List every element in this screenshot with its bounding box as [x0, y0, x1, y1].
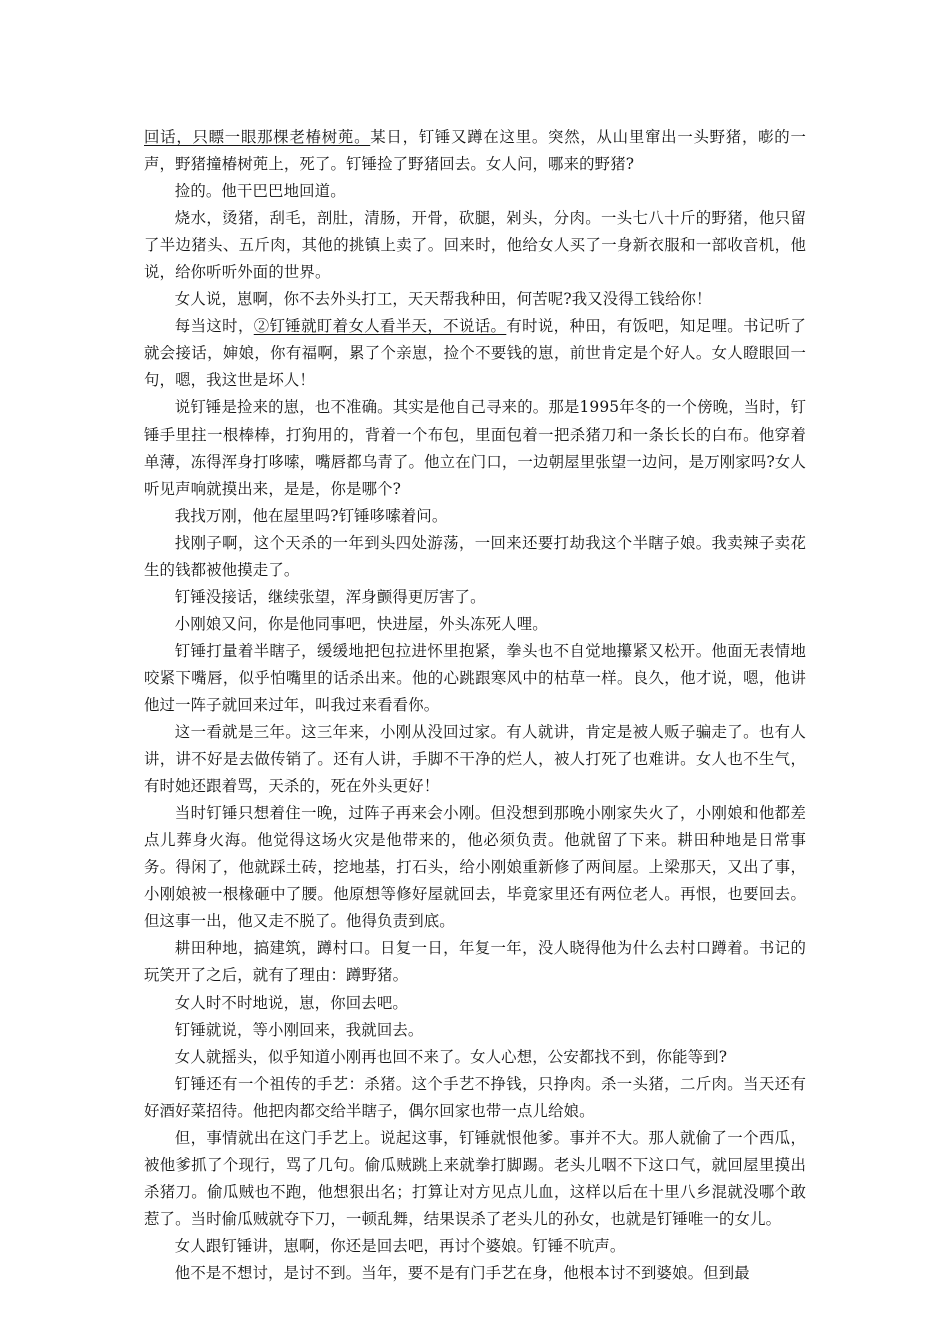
underlined-sentence-1: 回话，只瞟一眼那棵老椿树蔸。 [144, 128, 371, 146]
paragraph-5 [144, 313, 806, 394]
paragraph-19: 但，事情就出在这门手艺上。说起这事，钉锤就恨他爹。事并不大。那人就偷了一个西瓜，被他爹抓了个现行，骂了几句。偷瓜贼跳上来就拳打脚踢。老头儿咽不下这口气，就回屋里摸出杀猪刀。偷瓜贼也不跑，他想狠出名；打算让对方见点儿血，这样以后在十里八乡混就没哪个敢惹了。当时偷瓜贼就夺下刀，一顿乱舞，结果误杀了老头儿的孙女，也就是钉锤唯一的女儿。 [144, 1128, 806, 1228]
paragraph-15: 女人时不时地说，崽，你回去吧。 [174, 993, 408, 1012]
story-text [144, 124, 806, 1287]
paragraph-10: 小刚娘又问，你是他同事吧，快进屋，外头冻死人哩。 [174, 614, 548, 633]
paragraph-8: 找刚子啊，这个天杀的一年到头四处游荡，一回来还要打劫我这个半瞎子娘。我卖辣子卖花生的钱都被他摸走了。 [144, 533, 806, 579]
paragraph-2: 捡的。他干巴巴地回道。 [174, 182, 346, 201]
paragraph-9: 钉锤没接话，继续张望，浑身颤得更厉害了。 [174, 587, 486, 606]
paragraph-20: 女人跟钉锤讲，崽啊，你还是回去吧，再讨个婆娘。钉锤不吭声。 [174, 1236, 626, 1255]
paragraph-17: 女人就摇头，似乎知道小刚再也回不来了。女人心想，公安都找不到，你能等到? [174, 1047, 728, 1066]
paragraph-14: 耕田种地，搞建筑，蹲村口。日复一日，年复一年，没人晓得他为什么去村口蹲着。书记的玩笑开了之后，就有了理由：蹲野猪。 [144, 939, 806, 985]
paragraph-3: 烧水，烫猪，刮毛，剖肚，清肠，开骨，砍腿，剁头，分肉。一头七八十斤的野猪，他只留了半边猪头、五斤肉，其他的挑镇上卖了。回来时，他给女人买了一身新衣服和一部收音机，他说，给你听听外面的世界。 [144, 209, 806, 282]
paragraph-text: 有时说，种田，有饭吧，知足哩。书记听了就会接话，婶娘，你有福啊，累了个亲崽，捡个不要钱的崽，前世肯定是个好人。女人瞪眼回一句，嗯，我这世是坏人！ [144, 317, 806, 390]
paragraph-13: 当时钉锤只想着住一晚，过阵子再来会小刚。但没想到那晚小刚家失火了，小刚娘和他都差点儿葬身火海。他觉得这场火灾是他带来的，他必须负责。他就留了下来。耕田种地是日常事务。得闲了，他就踩土砖，挖地基，打石头，给小刚娘重新修了两间屋。上梁那天，又出了事，小刚娘被一根椽砸中了腰。他原想等修好屋就回去，毕竟家里还有两位老人。再恨，也要回去。但这事一出，他又走不脱了。他得负责到底。 [144, 804, 806, 931]
paragraph-7: 我找万刚，他在屋里吗?钉锤哆嗦着问。 [174, 506, 448, 525]
paragraph-text: 某日，钉锤又蹲在这里。突然，从山里窜出一头野猪，嘭的一声，野猪撞椿树蔸上，死了。钉锤捡了野猪回去。女人问，哪来的野猪? [144, 128, 806, 174]
paragraph-6: 说钉锤是捡来的崽，也不准确。其实是他自己寻来的。那是1995年冬的一个傍晚，当时，钉锤手里拄一根棒棒，打狗用的，背着一个布包，里面包着一把杀猪刀和一条长长的白布。他穿着单薄，冻得浑身打哆嗦，嘴唇都乌青了。他立在门口，一边朝屋里张望一边问，是万刚家吗?女人听见声响就摸出来，是是，你是哪个? [144, 398, 806, 498]
paragraph-11: 钉锤打量着半瞎子，缓缓地把包拉进怀里抱紧，拳头也不自觉地攥紧又松开。他面无表情地咬紧下嘴唇，似乎怕嘴里的话杀出来。他的心跳跟寒风中的枯草一样。良久，他才说，嗯，他讲他过一阵子就回来过年，叫我过来看看你。 [144, 641, 806, 714]
paragraph-21: 他不是不想讨，是讨不到。当年，要不是有门手艺在身，他根本讨不到婆娘。但到最 [174, 1263, 750, 1282]
paragraph-1 [144, 124, 806, 178]
paragraph-12: 这一看就是三年。这三年来，小刚从没回过家。有人就讲，肯定是被人贩子骗走了。也有人讲，讲不好是去做传销了。还有人讲，手脚不干净的烂人，被人打死了也难讲。女人也不生气，有时她还跟着骂，天杀的，死在外头更好！ [144, 723, 806, 796]
paragraph-4: 女人说，崽啊，你不去外头打工，天天帮我种田，何苦呢?我又没得工钱给你！ [174, 290, 712, 309]
paragraph-18: 钉锤还有一个祖传的手艺：杀猪。这个手艺不挣钱，只挣肉。杀一头猪，二斤肉。当天还有好酒好菜招待。他把肉都交给半瞎子，偶尔回家也带一点儿给娘。 [144, 1074, 806, 1120]
paragraph-16: 钉锤就说，等小刚回来，我就回去。 [174, 1020, 424, 1039]
paragraph-text: 每当这时， [174, 317, 254, 336]
underlined-sentence-2: ②钉锤就盯着女人看半天，不说话。 [253, 317, 507, 336]
